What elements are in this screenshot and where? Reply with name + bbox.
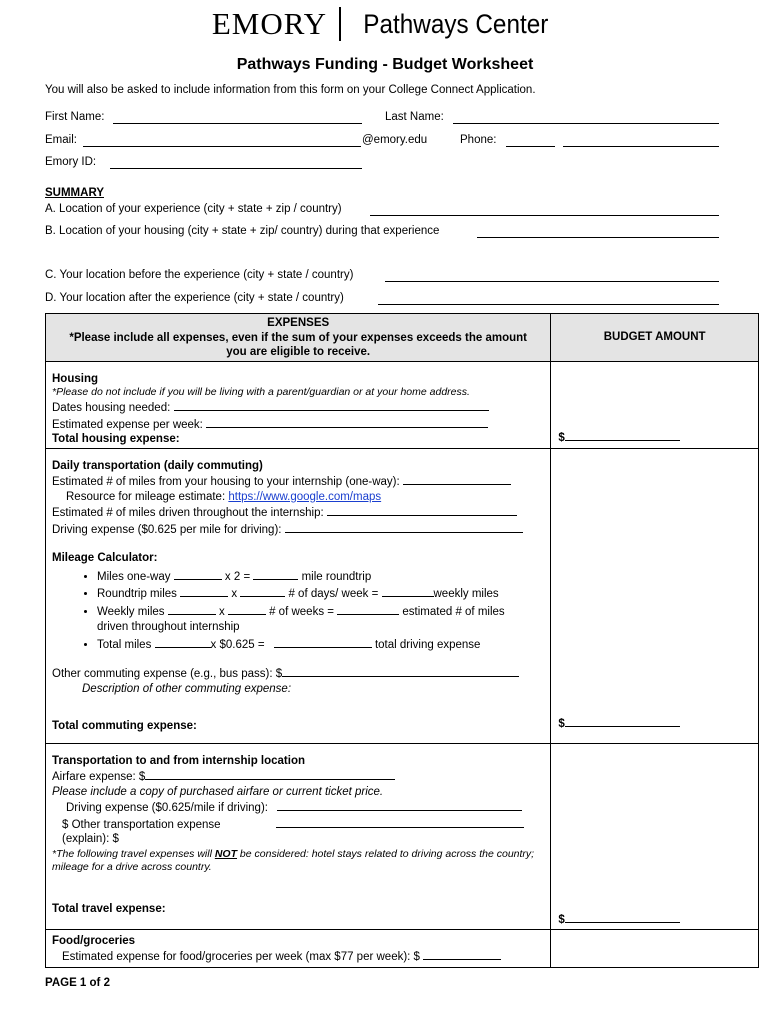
daily-transport-section xyxy=(46,448,551,743)
mileage-calculator-list xyxy=(52,568,544,654)
food-estimate-field[interactable] xyxy=(423,948,501,960)
summary-b-field[interactable] xyxy=(477,237,719,238)
commuting-dollar: $ xyxy=(558,717,565,730)
one-way-field[interactable] xyxy=(174,568,222,580)
days-week-field[interactable] xyxy=(240,585,285,597)
budget-amount-header: BUDGET AMOUNT xyxy=(551,314,759,362)
food-amount-cell xyxy=(551,929,759,967)
google-maps-link[interactable]: https://www.google.com/maps xyxy=(228,490,382,503)
daily-title: Daily transportation (daily commuting) xyxy=(52,459,263,472)
airfare-field[interactable] xyxy=(145,768,395,780)
phone-area-field[interactable] xyxy=(506,146,555,147)
housing-dollar: $ xyxy=(558,431,565,444)
travel-section xyxy=(46,743,551,929)
housing-dates-field[interactable] xyxy=(174,399,489,411)
housing-amount-cell xyxy=(551,361,759,448)
total-driving-field[interactable] xyxy=(274,636,372,648)
other-commuting-field[interactable] xyxy=(282,665,519,677)
emory-pathways-logo xyxy=(0,6,770,46)
housing-total-label: Total housing expense: xyxy=(52,433,180,445)
email-label: Email: xyxy=(45,134,77,146)
commuting-amount-cell xyxy=(551,448,759,743)
intro-text: You will also be asked to include information from this form on your College Connect Application. xyxy=(45,84,536,96)
expenses-header-note: *Please include all expenses, even if the sum of your expenses exceeds the amount you are eligible to receive. xyxy=(69,331,527,358)
commuting-amount-field[interactable] xyxy=(565,715,680,727)
resource-label: Resource for mileage estimate: xyxy=(66,490,226,503)
daily-miles-field[interactable] xyxy=(403,473,511,485)
daily-miles-total-field[interactable] xyxy=(327,504,517,516)
daily-miles-label: Estimated # of miles from your housing to your internship (one-way): xyxy=(52,476,400,488)
last-name-field[interactable] xyxy=(453,123,719,124)
commuting-total-label: Total commuting expense: xyxy=(52,720,197,732)
expenses-header xyxy=(46,314,551,362)
page-title: Pathways Funding - Budget Worksheet xyxy=(236,56,534,73)
weekly-miles-input[interactable] xyxy=(168,603,216,615)
total-miles-field[interactable] xyxy=(155,636,211,648)
weekly-miles-field[interactable] xyxy=(382,585,434,597)
travel-driving-label: Driving expense ($0.625/mile if driving): xyxy=(66,802,268,814)
housing-amount-field[interactable] xyxy=(565,429,680,441)
list-item: • Roundtrip miles x # of days/ week = weekly miles xyxy=(97,585,544,603)
logo-unit: Pathways Center xyxy=(362,8,548,39)
list-item: • Total miles x $0.625 = total driving expense xyxy=(97,636,544,654)
housing-note: *Please do not include if you will be living with a parent/guardian or at your home address. xyxy=(52,386,470,398)
list-item: • Miles one-way x 2 = mile roundtrip xyxy=(97,568,544,586)
expenses-header-title: EXPENSES xyxy=(267,317,330,329)
food-estimate-label: Estimated expense for food/groceries per week (max $77 per week): $ xyxy=(62,951,420,963)
emory-id-label: Emory ID: xyxy=(45,156,97,168)
travel-title: Transportation to and from internship location xyxy=(52,754,306,767)
mileage-calc-title: Mileage Calculator: xyxy=(52,552,158,564)
travel-total-label: Total travel expense: xyxy=(52,902,166,915)
travel-amount-cell xyxy=(551,743,759,929)
summary-c-field[interactable] xyxy=(385,281,719,282)
phone-label: Phone: xyxy=(460,134,497,146)
roundtrip-field[interactable] xyxy=(253,568,298,580)
logo-brand: EMORY xyxy=(211,6,328,41)
airfare-label: Airfare expense: $ xyxy=(52,771,146,783)
daily-miles-total-label: Estimated # of miles driven throughout the internship: xyxy=(52,507,324,519)
expenses-table xyxy=(45,313,759,968)
other-commuting-desc: Description of other commuting expense: xyxy=(82,682,292,695)
summary-a-label: A. Location of your experience (city + state + zip / country) xyxy=(45,203,342,215)
summary-d-label: D. Your location after the experience (city + state / country) xyxy=(45,292,344,304)
other-commuting-label: Other commuting expense (e.g., bus pass): $ xyxy=(52,668,283,680)
estimated-miles-field[interactable] xyxy=(337,603,399,615)
list-item: • Weekly miles x # of weeks = estimated # of miles driven throughout internship xyxy=(97,603,544,636)
travel-dollar: $ xyxy=(558,913,565,926)
first-name-label: First Name: xyxy=(45,111,105,123)
table-row-daily-transport xyxy=(46,448,759,743)
first-name-field[interactable] xyxy=(113,123,362,124)
other-transport-label: $ Other transportation expense xyxy=(62,818,221,831)
housing-estimate-field[interactable] xyxy=(206,416,488,428)
food-section xyxy=(46,929,551,967)
summary-d-field[interactable] xyxy=(378,304,719,305)
explain-label: (explain): $ xyxy=(62,833,119,845)
housing-estimate-label: Estimated expense per week: xyxy=(52,418,203,431)
travel-amount-field[interactable] xyxy=(565,911,680,923)
table-header-row xyxy=(46,314,759,362)
daily-driving-field[interactable] xyxy=(285,521,523,533)
travel-driving-field[interactable] xyxy=(277,799,522,811)
phone-number-field[interactable] xyxy=(563,146,719,147)
summary-b-label: B. Location of your housing (city + state + zip/ country) during that experience xyxy=(45,225,440,237)
logo-divider xyxy=(339,7,341,41)
summary-a-field[interactable] xyxy=(370,215,719,216)
housing-dates-label: Dates housing needed: xyxy=(52,402,171,414)
daily-driving-label: Driving expense ($0.625 per mile for driving): xyxy=(52,523,282,536)
housing-section xyxy=(46,361,551,448)
last-name-label: Last Name: xyxy=(385,111,444,123)
weeks-field[interactable] xyxy=(228,603,266,615)
table-row-travel xyxy=(46,743,759,929)
housing-title: Housing xyxy=(52,372,98,385)
travel-exclusion-note: *The following travel expenses will NOT be considered: hotel stays related to driving across the country; mileage for a drive across country. xyxy=(52,847,535,873)
page-number: PAGE 1 of 2 xyxy=(45,977,110,989)
emory-id-field[interactable] xyxy=(110,168,362,169)
roundtrip-miles-field[interactable] xyxy=(180,585,228,597)
table-row-food xyxy=(46,929,759,967)
table-row-housing xyxy=(46,361,759,448)
airfare-note: Please include a copy of purchased airfare or current ticket price. xyxy=(52,785,384,798)
email-domain: @emory.edu xyxy=(362,134,428,146)
summary-c-label: C. Your location before the experience (city + state / country) xyxy=(45,269,354,281)
email-field[interactable] xyxy=(83,146,361,147)
food-title: Food/groceries xyxy=(52,934,136,947)
other-transport-field[interactable] xyxy=(276,816,524,828)
summary-heading: SUMMARY xyxy=(45,187,104,199)
